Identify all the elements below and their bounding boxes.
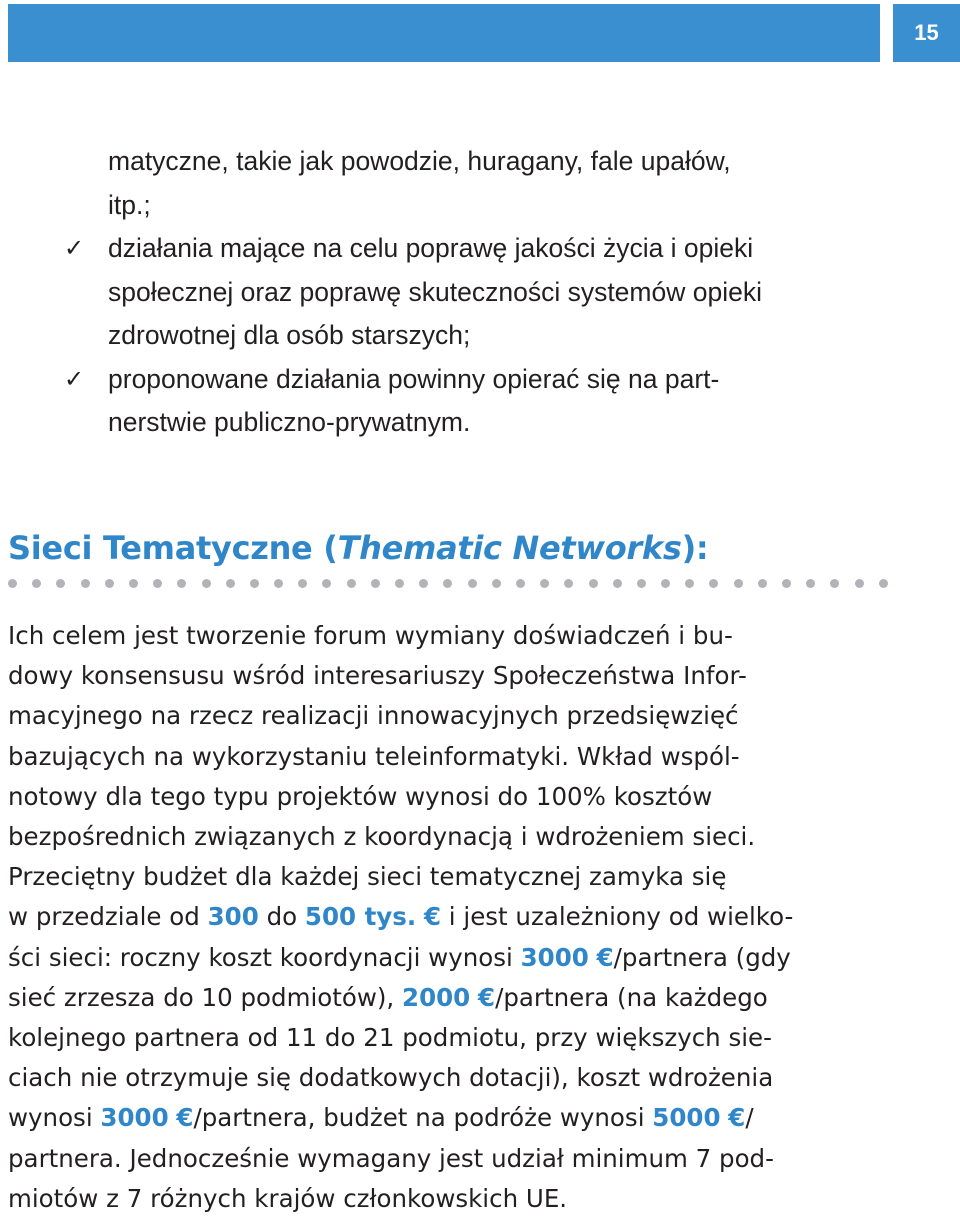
text-line: Ich celem jest tworzenie forum wymiany doświadczeń i bu- — [8, 621, 733, 650]
checkmark-icon: ✓ — [63, 234, 85, 262]
amount-highlight: 3000 — [520, 942, 589, 972]
amount-highlight: 500 tys. — [304, 902, 417, 932]
euro-icon: € — [478, 982, 496, 1012]
section-title: Sieci Tematyczne (Thematic Networks): — [8, 529, 709, 567]
amount-highlight: 2000 — [402, 982, 471, 1012]
euro-icon: € — [596, 942, 614, 972]
text-line: sieć zrzesza do 10 podmiotów), 2000 €/partnera (na każdego — [8, 982, 768, 1012]
text-line: bezpośrednich związanych z koordynacją i wdrożeniem sieci. — [8, 822, 756, 852]
text-line: bazujących na wykorzystaniu teleinformatyki. Wkład wspól- — [8, 741, 740, 771]
list-item-continued: itp.; — [108, 189, 151, 220]
list-item: społecznej oraz poprawę skuteczności systemów opieki — [108, 276, 762, 307]
page-number: 15 — [893, 4, 960, 62]
text-line: w przedziale od 300 do 500 tys. € i jest uzależniony od wielko- — [8, 902, 794, 932]
text-line: wynosi 3000 €/partnera, budżet na podróże wynosi 5000 €/ — [8, 1103, 754, 1133]
text-line: macyjnego na rzecz realizacji innowacyjnych przedsięwzięć — [8, 701, 739, 731]
amount-highlight: 5000 — [652, 1103, 721, 1133]
dotted-divider — [8, 576, 888, 590]
list-item: ✓ działania mające na celu poprawę jakości życia i opieki — [60, 227, 890, 271]
list-item-continued: matyczne, takie jak powodzie, huragany, fale upałów, — [108, 146, 731, 176]
amount-highlight: 3000 — [100, 1103, 169, 1133]
text-line: ciach nie otrzymuje się dodatkowych dotacji), koszt wdrożenia — [8, 1063, 774, 1093]
euro-icon: € — [176, 1103, 194, 1133]
euro-icon: € — [423, 902, 442, 932]
text-line: Przeciętny budżet dla każdej sieci tematycznej zamyka się — [8, 862, 727, 892]
amount-highlight: 300 — [207, 902, 259, 932]
section-paragraph — [8, 616, 888, 1219]
text-line: dowy konsensusu wśród interesariuszy Społeczeństwa Infor- — [8, 661, 747, 691]
euro-icon: € — [728, 1103, 746, 1133]
text-line: ści sieci: roczny koszt koordynacji wynosi 3000 €/partnera (gdy — [8, 942, 791, 972]
text-line: kolejnego partnera od 11 do 21 podmiotu, przy większych sie- — [8, 1023, 772, 1053]
text-line: miotów z 7 różnych krajów członkowskich UE. — [8, 1183, 568, 1213]
bullet-list — [60, 140, 890, 445]
header-bar — [8, 4, 880, 62]
list-item: ✓ proponowane działania powinny opierać się na part- — [60, 358, 890, 402]
checkmark-icon: ✓ — [63, 364, 85, 393]
text-line: partnera. Jednocześnie wymagany jest udział minimum 7 pod- — [8, 1143, 774, 1173]
list-item: nerstwie publiczno-prywatnym. — [108, 407, 471, 437]
text-line: notowy dla tego typu projektów wynosi do 100% kosztów — [8, 781, 713, 811]
list-item: zdrowotnej dla osób starszych; — [108, 320, 471, 350]
